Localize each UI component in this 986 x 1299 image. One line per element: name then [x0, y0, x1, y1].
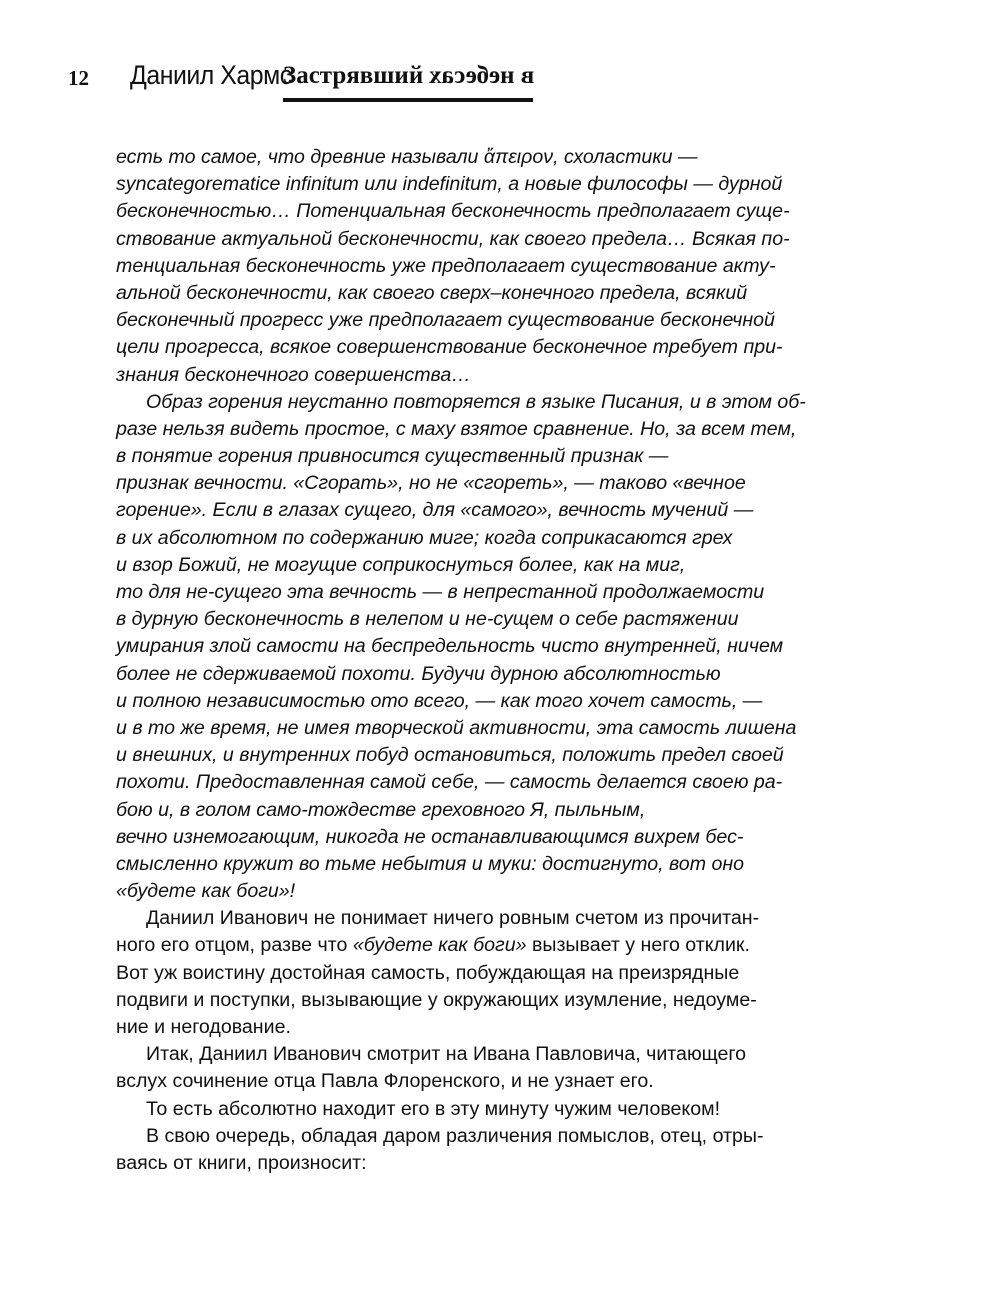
text-line: есть то самое, что древние называли ἄπειρον, схоластики — [116, 146, 698, 168]
text-line: ваясь от книги, произносит: [116, 1151, 367, 1174]
text-line: в их абсолютном по содержанию миге; когда соприкасаются грех [116, 526, 733, 549]
text-line: смысленно кружит во тьме небытия и муки: достигнуто, вот оно [116, 852, 745, 875]
header-rule [283, 98, 533, 102]
text-line: похоти. Предоставленная самой себе, — самость делается своею ра- [116, 771, 783, 794]
text-line: знания бесконечного совершенства… [116, 363, 471, 386]
text-line: цели прогресса, всякое совершенствование бесконечное требует при- [116, 336, 783, 359]
text-line: и в то же время, не имея творческой активности, эта самость лишена [116, 716, 797, 739]
text-line: и полною независимостью ото всего, — как того хочет самость, — [116, 689, 763, 712]
text-line: более не сдерживаемой похоти. Будучи дурною абсолютностью [116, 662, 721, 685]
text-line: То есть абсолютно находит его в эту минуту чужим человеком! [146, 1097, 721, 1120]
text-line: в понятие горения привносится существенный признак — [116, 445, 669, 468]
text-line: бесконечный прогресс уже предполагает существование бесконечной [116, 309, 775, 332]
body-text [116, 144, 836, 1177]
text-line: вечно изнемогающим, никогда не останавливающимся вихрем бес- [116, 825, 744, 848]
text-line: ствование актуальной бесконечности, как своего предела… Всякая по- [116, 227, 790, 250]
text-line: Итак, Даниил Иванович смотрит на Ивана Павловича, читающего [146, 1043, 747, 1066]
text-line: умирания злой самости на беспредельность чисто внутренней, ничем [116, 635, 784, 658]
text-line: «будете как боги»! [116, 880, 296, 903]
text-line [116, 932, 836, 959]
text-line: В свою очередь, обладая даром различения помыслов, отец, отры- [146, 1124, 764, 1147]
text-segment: вызывает у него отклик. [526, 934, 750, 957]
text-line: и внешних, и внутренних побуд остановиться, положить предел своей [116, 744, 784, 767]
text-line: признак вечности. «Сгорать», но не «сгореть», — таково «вечное [116, 472, 746, 495]
text-line: тенциальная бесконечность уже предполагает существование акту- [116, 254, 776, 277]
text-line: подвиги и поступки, вызывающие у окружающих изумление, недоуме- [116, 988, 757, 1011]
text-line: в дурную бесконечность в нелепом и не-сущем о себе растяжении [116, 608, 739, 631]
text-line: Образ горения неустанно повторяется в языке Писания, и в этом об- [146, 390, 806, 413]
text-line: Вот уж воистину достойная самость, побуждающая на преизрядные [116, 961, 740, 984]
text-line: бесконечностью… Потенциальная бесконечность предполагает суще- [116, 200, 790, 223]
text-line: горение». Если в глазах сущего, для «самого», вечность мучений — [116, 499, 754, 522]
text-line: вслух сочинение отца Павла Флоренского, и не узнает его. [116, 1070, 654, 1093]
text-line: и взор Божий, не могущие соприкоснуться более, как на миг, [116, 553, 686, 576]
text-line: ние и негодование. [116, 1016, 291, 1038]
text-segment: ного его отцом, разве что [116, 934, 353, 957]
text-line: syncategorematice infinitum или indefinitum, а новые философы — дурной [116, 173, 783, 196]
page-number: 12 [68, 66, 89, 90]
text-segment-italic: «будете как боги» [352, 934, 527, 957]
author-name: Даниил Хармс [130, 60, 292, 90]
book-title [283, 62, 535, 90]
text-line: то для не-сущего эта вечность — в непрестанной продолжаемости [116, 581, 765, 603]
text-line: бою и, в голом само-тождестве греховного Я, пыльным, [116, 798, 646, 821]
text-line: альной бесконечности, как своего сверх–конечного предела, всякий [116, 281, 748, 304]
text-line: разе нельзя видеть простое, с маху взятое сравнение. Но, за всем тем, [116, 417, 797, 440]
running-header [68, 56, 538, 104]
text-line: Даниил Иванович не понимает ничего ровным счетом из прочитан- [146, 907, 760, 930]
book-title-main: Застрявший [283, 62, 424, 89]
book-title-mirrored: в небесах [429, 62, 535, 89]
